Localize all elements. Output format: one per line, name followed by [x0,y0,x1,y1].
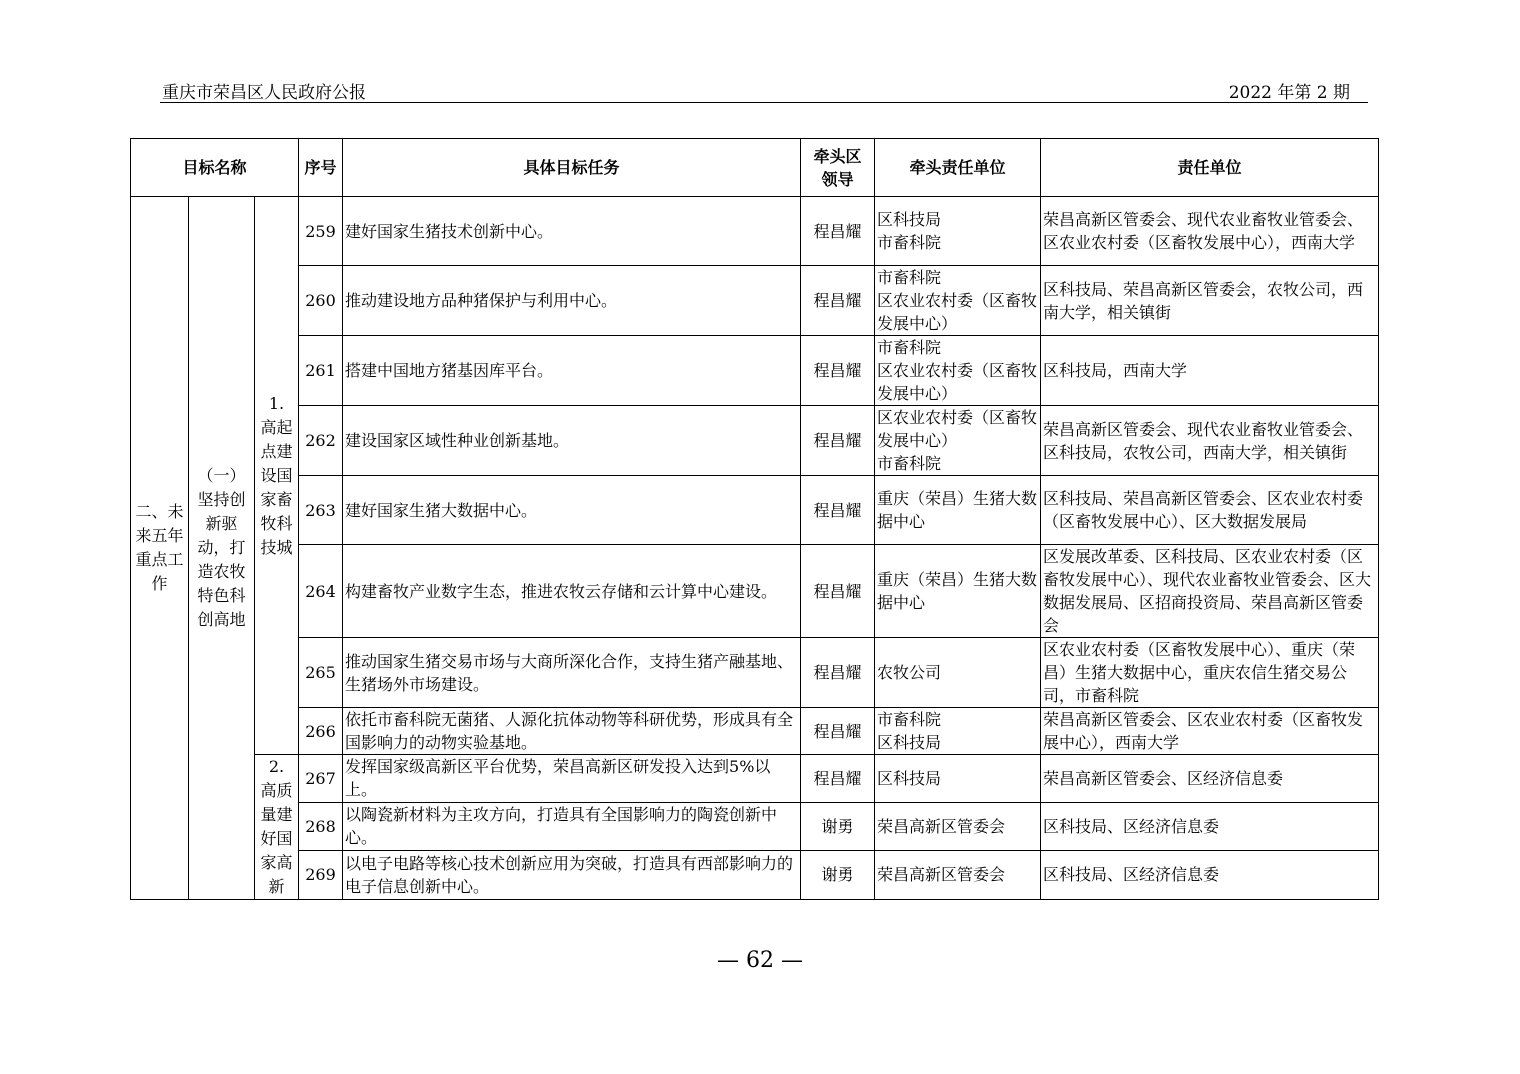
page-number: — 62 — [717,948,803,973]
header-seq: 序号 [299,139,343,197]
lead-unit-cell: 区农业农村委（区畜牧发展中心） 市畜科院 [875,406,1041,476]
lead-unit-cell: 市畜科院 区科技局 [875,708,1041,755]
leader-cell: 谢勇 [801,850,875,899]
leader-cell: 程昌耀 [801,708,875,755]
table-row [131,850,1379,899]
seq-cell: 268 [299,802,343,850]
resp-unit-cell: 区科技局、区经济信息委 [1041,850,1379,899]
table-row [131,638,1379,708]
goal-level-1: 二、未来五年重点工作 [131,197,189,900]
table-header-row [131,139,1379,197]
table-row [131,476,1379,545]
lead-unit-cell: 荣昌高新区管委会 [875,850,1041,899]
leader-cell: 程昌耀 [801,638,875,708]
goal-level-3-b: 2. 高质量建好国家高新 [255,755,299,900]
table-row [131,802,1379,850]
header-goal-name: 目标名称 [131,139,299,197]
leader-cell: 程昌耀 [801,197,875,266]
resp-unit-cell: 荣昌高新区管委会、现代农业畜牧业管委会、区农业农村委（区畜牧发展中心），西南大学 [1041,197,1379,266]
leader-cell: 程昌耀 [801,266,875,336]
resp-unit-cell: 区科技局、区经济信息委 [1041,802,1379,850]
page-header [160,76,1368,103]
header-resp-unit: 责任单位 [1041,139,1379,197]
leader-cell: 程昌耀 [801,406,875,476]
resp-unit-cell: 区科技局，西南大学 [1041,336,1379,406]
resp-unit-cell: 区科技局、荣昌高新区管委会、区农业农村委（区畜牧发展中心）、区大数据发展局 [1041,476,1379,545]
task-cell: 建好国家生猪大数据中心。 [343,476,801,545]
resp-unit-cell: 荣昌高新区管委会、区农业农村委（区畜牧发展中心），西南大学 [1041,708,1379,755]
seq-cell: 262 [299,406,343,476]
lead-unit-cell: 区科技局 市畜科院 [875,197,1041,266]
lead-unit-cell: 市畜科院 区农业农村委（区畜牧发展中心） [875,266,1041,336]
task-cell: 搭建中国地方猪基因库平台。 [343,336,801,406]
table-row [131,755,1379,803]
lead-unit-cell: 区科技局 [875,755,1041,803]
task-cell: 构建畜牧产业数字生态，推进农牧云存储和云计算中心建设。 [343,545,801,638]
lead-unit-cell: 荣昌高新区管委会 [875,802,1041,850]
lead-unit-cell: 重庆（荣昌）生猪大数据中心 [875,545,1041,638]
seq-cell: 265 [299,638,343,708]
resp-unit-cell: 荣昌高新区管委会、区经济信息委 [1041,755,1379,803]
seq-cell: 259 [299,197,343,266]
leader-cell: 程昌耀 [801,336,875,406]
seq-cell: 266 [299,708,343,755]
seq-cell: 263 [299,476,343,545]
table-row [131,545,1379,638]
task-cell: 建设国家区域性种业创新基地。 [343,406,801,476]
table-row [131,197,1379,266]
task-cell: 推动建设地方品种猪保护与利用中心。 [343,266,801,336]
goals-table [130,138,1379,900]
seq-cell: 261 [299,336,343,406]
task-cell: 以陶瓷新材料为主攻方向，打造具有全国影响力的陶瓷创新中心。 [343,802,801,850]
task-cell: 依托市畜科院无菌猪、人源化抗体动物等科研优势，形成具有全国影响力的动物实验基地。 [343,708,801,755]
task-cell: 发挥国家级高新区平台优势，荣昌高新区研发投入达到5%以上。 [343,755,801,803]
task-cell: 推动国家生猪交易市场与大商所深化合作，支持生猪产融基地、生猪场外市场建设。 [343,638,801,708]
goal-level-2: （一）坚持创新驱动，打造农牧特色科创高地 [189,197,255,900]
goal-level-3-a: 1. 高起点建设国家畜牧科技城 [255,197,299,755]
issue-number: 2022 年第 2 期 [1228,83,1350,103]
publication-title: 重庆市荣昌区人民政府公报 [162,83,366,103]
resp-unit-cell: 区农业农村委（区畜牧发展中心）、重庆（荣昌）生猪大数据中心，重庆农信生猪交易公司，市畜科院 [1041,638,1379,708]
resp-unit-cell: 区科技局、荣昌高新区管委会，农牧公司，西南大学，相关镇街 [1041,266,1379,336]
table-row [131,406,1379,476]
leader-cell: 谢勇 [801,802,875,850]
leader-cell: 程昌耀 [801,755,875,803]
header-lead-unit: 牵头责任单位 [875,139,1041,197]
seq-cell: 264 [299,545,343,638]
seq-cell: 260 [299,266,343,336]
resp-unit-cell: 区发展改革委、区科技局、区农业农村委（区畜牧发展中心）、现代农业畜牧业管委会、区大数据发展局、区招商投资局、荣昌高新区管委会 [1041,545,1379,638]
table-row [131,708,1379,755]
seq-cell: 269 [299,850,343,899]
task-cell: 建好国家生猪技术创新中心。 [343,197,801,266]
header-leader: 牵头区领导 [801,139,875,197]
table-row [131,336,1379,406]
lead-unit-cell: 重庆（荣昌）生猪大数据中心 [875,476,1041,545]
table-row [131,266,1379,336]
lead-unit-cell: 市畜科院 区农业农村委（区畜牧发展中心） [875,336,1041,406]
leader-cell: 程昌耀 [801,545,875,638]
task-cell: 以电子电路等核心技术创新应用为突破，打造具有西部影响力的电子信息创新中心。 [343,850,801,899]
resp-unit-cell: 荣昌高新区管委会、现代农业畜牧业管委会、区科技局，农牧公司，西南大学，相关镇街 [1041,406,1379,476]
lead-unit-cell: 农牧公司 [875,638,1041,708]
seq-cell: 267 [299,755,343,803]
leader-cell: 程昌耀 [801,476,875,545]
header-task: 具体目标任务 [343,139,801,197]
